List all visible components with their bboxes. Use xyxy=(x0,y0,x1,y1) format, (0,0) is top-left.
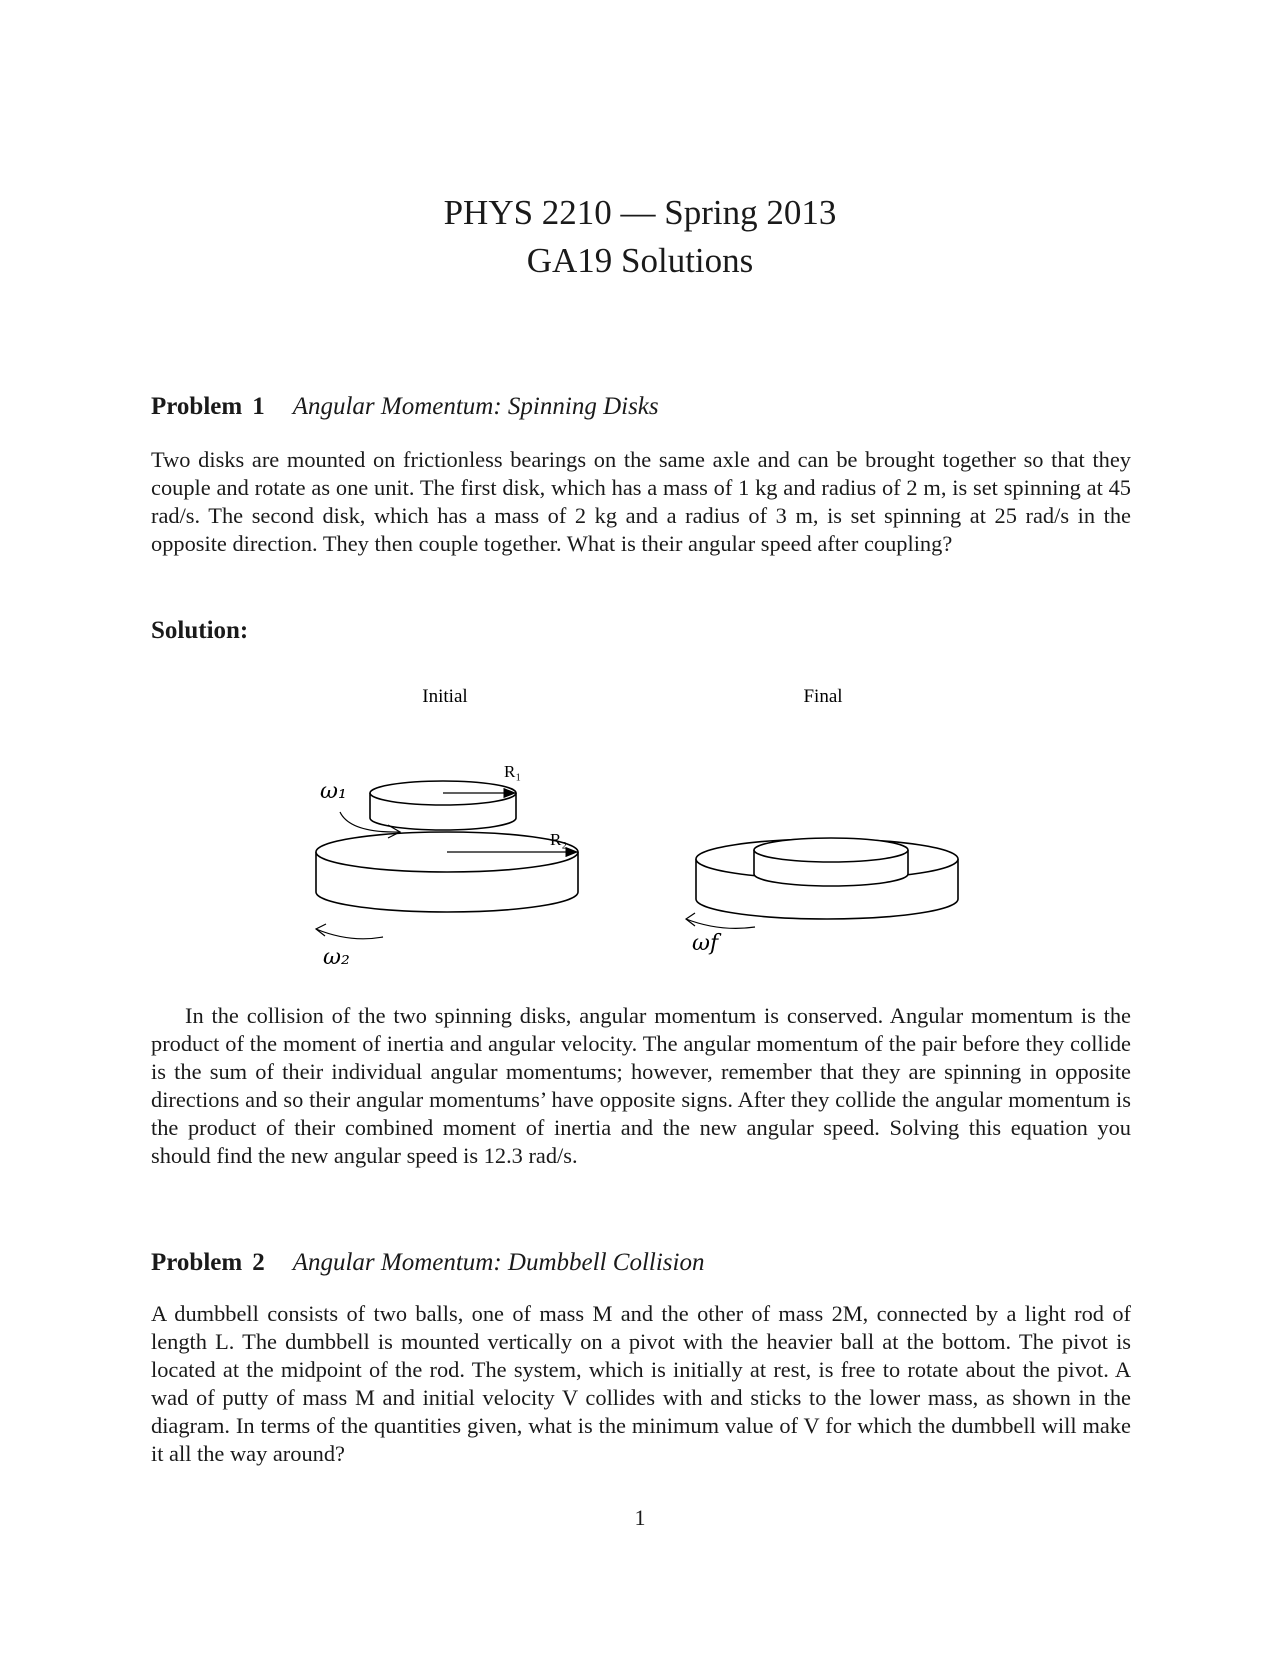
final-label: Final xyxy=(803,686,843,707)
large-disk xyxy=(316,832,578,912)
problem-1-solution: In the collision of the two spinning disks, angular momentum is conserved. Angular momentum is the product of the moment of inertia and angular velocity. The angular momentum of the pair before they collide is the sum of their individual angular momentums; however, remember that they are spinning in opposite directions and so their angular momentums’ have opposite signs. After they collide the angular momentum is the product of their combined moment of inertia and the new angular speed. Solving this equation you should find the new angular speed is 12.3 rad/s. xyxy=(151,1003,1131,1168)
r2-label: R₂ xyxy=(550,830,568,849)
problem-1-heading xyxy=(151,391,659,423)
final-small-disk xyxy=(754,838,908,886)
omega1-label: ω₁ xyxy=(320,779,347,804)
course-title: PHYS 2210 — Spring 2013 xyxy=(443,193,837,232)
omega2-rotation-arrow xyxy=(316,929,383,939)
omega2-arrowhead xyxy=(316,924,326,936)
problem-2-heading xyxy=(151,1247,704,1279)
small-disk xyxy=(370,781,516,830)
problem-1-statement: Two disks are mounted on frictionless bearings on the same axle and can be brought together so that they couple and rotate as one unit. The first disk, which has a mass of 1 kg and radius of 2 m, is set spinning at 45 rad/s. The second disk, which has a mass of 2 kg and a radius of 3 m, is set spinning at 25 rad/s in the opposite direction. They then couple together. What is their angular speed after coupling? xyxy=(151,447,1131,556)
spinning-disks-figure xyxy=(290,680,990,980)
document-title: GA19 Solutions xyxy=(526,241,754,280)
problem-number: 2 xyxy=(252,1249,265,1276)
solution-heading: Solution: xyxy=(151,617,249,644)
problem-title: Angular Momentum: Dumbbell Collision xyxy=(292,1249,705,1276)
r1-label: R₁ xyxy=(504,762,522,781)
omegaf-rotation-arrow xyxy=(686,919,755,928)
problem-title: Angular Momentum: Spinning Disks xyxy=(292,393,659,420)
problem-label: Problem xyxy=(151,393,243,420)
problem-label: Problem xyxy=(151,1249,243,1276)
omega2-label: ω₂ xyxy=(323,945,350,970)
problem-2-statement: A dumbbell consists of two balls, one of mass M and the other of mass 2M, connected by a light rod of length L. The dumbbell is mounted vertically on a pivot with the heavier ball at the bottom. The pivot is located at the midpoint of the rod. The system, which is initially at rest, is free to rotate about the pivot. A wad of putty of mass M and initial velocity V collides with and sticks to the lower mass, as shown in the diagram. In terms of the quantities given, what is the minimum value of V for which the dumbbell will make it all the way around? xyxy=(151,1301,1131,1466)
page-number: 1 xyxy=(634,1505,646,1530)
omegaf-label: ωf xyxy=(692,931,719,956)
initial-label: Initial xyxy=(422,686,468,707)
omegaf-arrowhead xyxy=(686,913,695,926)
problem-number: 1 xyxy=(252,393,265,420)
